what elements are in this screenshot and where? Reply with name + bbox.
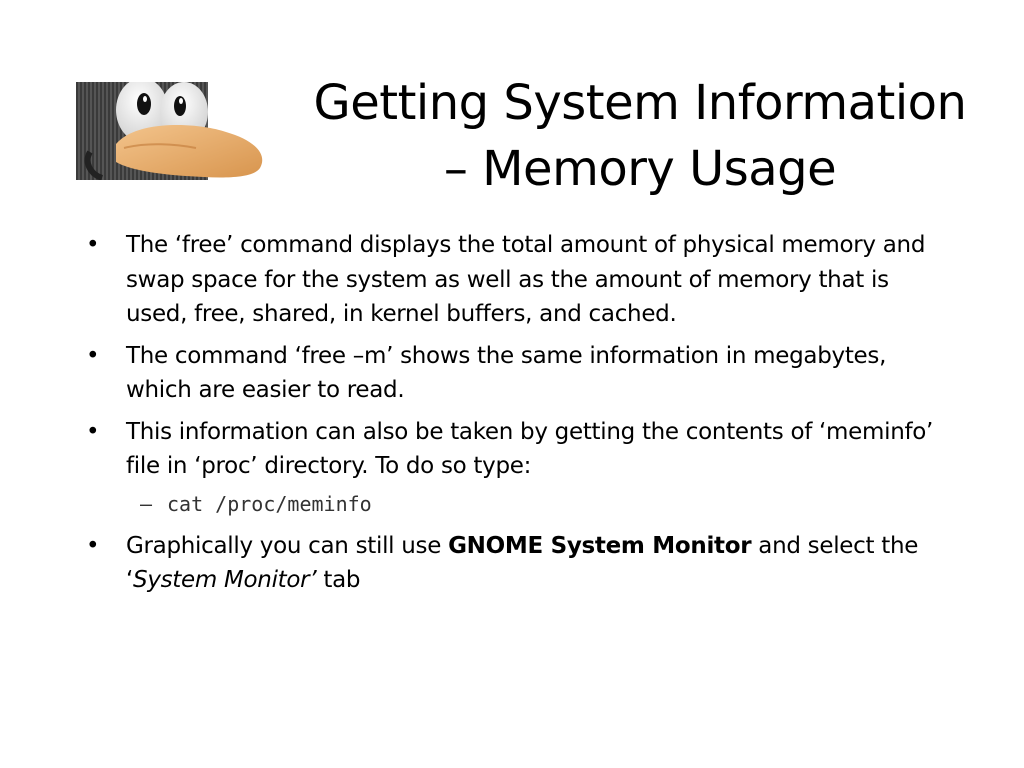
bullet-item-gnome-monitor	[84, 529, 944, 598]
bullet-text-mid: and select the ‘	[126, 532, 919, 593]
sub-bullet-command	[84, 489, 944, 519]
bullet-list	[84, 228, 944, 605]
bullet-text-bold: GNOME System Monitor	[448, 532, 752, 559]
bullet-text-pre: Graphically you can still use	[126, 532, 449, 559]
bullet-icon: •	[86, 532, 100, 559]
bullet-icon: •	[86, 418, 100, 445]
bullet-icon: •	[86, 342, 100, 369]
title-line-1: Getting System Information	[313, 75, 967, 131]
command-text: cat /proc/meminfo	[167, 491, 372, 516]
bullet-item-free-m	[84, 339, 944, 408]
bullet-item-meminfo	[84, 415, 944, 484]
bullet-text: The command ‘free –m’ shows the same information in megabytes, which are easier to read.	[126, 342, 887, 403]
title-line-2: – Memory Usage	[443, 141, 837, 197]
slide-title	[280, 70, 1000, 202]
dash-icon: –	[140, 491, 153, 516]
bullet-text-italic: System Monitor’	[133, 567, 317, 593]
bullet-item-free-command	[84, 228, 944, 332]
penguin-logo-icon	[76, 82, 264, 180]
bullet-text: The ‘free’ command displays the total amount of physical memory and swap space for the system as well as the amount of memory that is used, free, shared, in kernel buffers, and cached.	[126, 232, 926, 327]
bullet-text-post: tab	[316, 567, 361, 593]
bullet-text: This information can also be taken by getting the contents of ‘meminfo’ file in ‘proc’ directory. To do so type:	[126, 418, 934, 479]
bullet-icon: •	[86, 232, 100, 258]
